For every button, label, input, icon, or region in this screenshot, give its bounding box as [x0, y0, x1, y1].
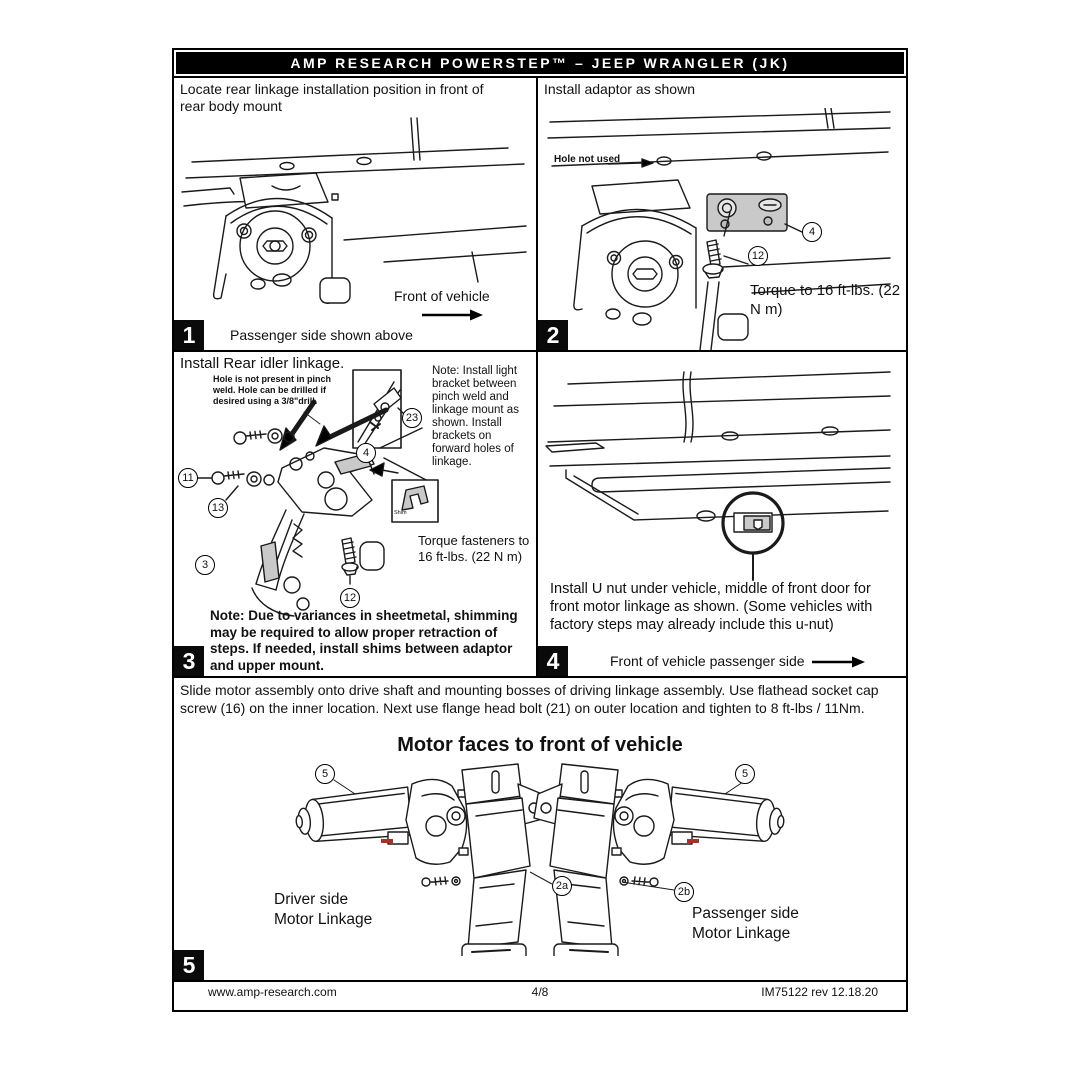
step2-torque-note: Torque to 16 ft-lbs. (22 N m) [750, 282, 901, 318]
callout-11: 11 [178, 468, 198, 488]
footer-page-number: 4/8 [531, 985, 549, 999]
panel-step1 [174, 78, 538, 350]
shim-label: Shim [394, 510, 407, 516]
right-arrow-icon [420, 308, 484, 322]
callout-13: 13 [208, 498, 228, 518]
step4-badge: 4 [538, 646, 568, 676]
hole-not-used-label: Hole not used [554, 154, 621, 165]
step4-body: Install U nut under vehicle, middle of front door for front motor linkage as shown. (Some vehicles with factory steps may already include this u-nut) [550, 581, 873, 633]
callout-5-driver: 5 [315, 764, 335, 784]
unut-illustration [538, 356, 906, 582]
step2-badge: 2 [538, 320, 568, 350]
step4-front-label: Front of vehicle passenger side [610, 653, 805, 669]
callout-3: 3 [195, 555, 215, 575]
footer-revision: IM75122 rev 12.18.20 [761, 985, 878, 999]
step1-title: Locate rear linkage installation position in front of rear body mount [180, 81, 484, 114]
passenger-linkage-label: Passenger side Motor Linkage [692, 905, 799, 942]
callout-4: 4 [356, 443, 376, 463]
page-footer [174, 980, 906, 1000]
callout-5-passenger: 5 [735, 764, 755, 784]
callout-2a: 2a [552, 876, 572, 896]
panel-step3 [174, 352, 538, 676]
step5-body: Slide motor assembly onto drive shaft and mounting bosses of driving linkage assembly. Use flathead socket cap screw (16) on the inner location. Next use flange head bolt (21) on outer location and tighten to 8 ft-lbs / 11Nm. [180, 682, 879, 716]
step3-drill-note: Hole is not present in pinch weld. Hole can be drilled if desired using a 3/8"drill. [213, 374, 332, 406]
front-of-vehicle-label: Front of vehicle [394, 288, 490, 304]
footer-website: www.amp-research.com [208, 985, 337, 999]
step3-title: Install Rear idler linkage. [180, 355, 345, 372]
driver-linkage-label: Driver side Motor Linkage [274, 891, 373, 928]
step1-badge: 1 [174, 320, 204, 350]
step5-heading: Motor faces to front of vehicle [397, 734, 683, 756]
callout-12: 12 [340, 588, 360, 608]
callout-23: 23 [402, 408, 422, 428]
page-title: AMP RESEARCH POWERSTEP™ – JEEP WRANGLER (JK) [176, 52, 904, 74]
step3-torque-note: Torque fasteners to 16 ft-lbs. (22 N m) [418, 533, 530, 564]
step1-caption: Passenger side shown above [230, 327, 413, 343]
step2-title: Install adaptor as shown [544, 81, 695, 97]
panel-step2 [538, 78, 906, 350]
right-arrow-icon [810, 655, 866, 669]
panel-step4 [538, 352, 906, 676]
manual-page [172, 48, 908, 1012]
panel-step5 [174, 676, 906, 980]
step3-bracket-note: Note: Install light bracket between pinch weld and linkage mount as shown. Install brackets on forward holes of linkage. [432, 365, 519, 468]
step5-badge: 5 [174, 950, 204, 980]
step3-bottom-note: Note: Due to variances in sheetmetal, shimming may be required to allow proper retraction of steps. If needed, install shims between adaptor and upper mount. [210, 608, 518, 673]
callout-12: 12 [748, 246, 768, 266]
callout-2b: 2b [674, 882, 694, 902]
step3-badge: 3 [174, 646, 204, 676]
callout-4: 4 [802, 222, 822, 242]
